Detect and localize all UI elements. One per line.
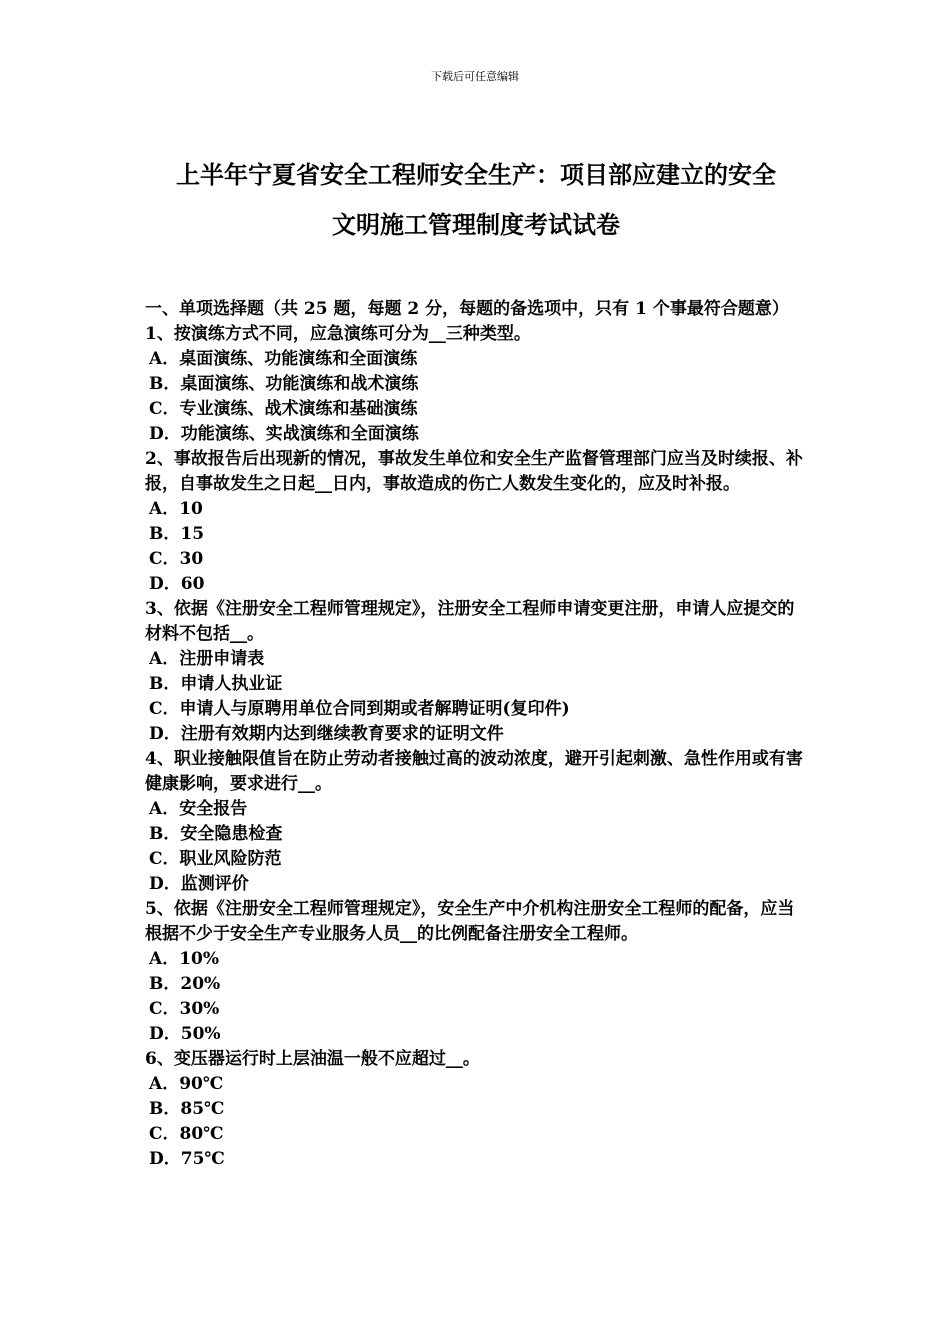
question-option: D．50% <box>149 1024 221 1044</box>
question-option: D．60 <box>149 574 205 594</box>
question-option: A．90℃ <box>149 1074 224 1094</box>
section-heading: 一、单项选择题（共 25 题，每题 2 分，每题的备选项中，只有 1 个事最符合题意） <box>145 299 789 319</box>
question-option: B．申请人执业证 <box>149 674 283 694</box>
question-option: B．85℃ <box>149 1099 225 1119</box>
question-option: B．桌面演练、功能演练和战术演练 <box>149 374 419 394</box>
question-option: B．安全隐患检查 <box>149 824 283 844</box>
question-stem: 6、变压器运行时上层油温一般不应超过__。 <box>145 1049 480 1069</box>
question-option: A．10% <box>149 949 220 969</box>
question-option: A．安全报告 <box>149 799 248 819</box>
title-line-1: 上半年宁夏省安全工程师安全生产：项目部应建立的安全 <box>176 160 776 189</box>
question-option: C．职业风险防范 <box>149 849 282 869</box>
question-option: C．专业演练、战术演练和基础演练 <box>149 399 418 419</box>
question-stem: 4、职业接触限值旨在防止劳动者接触过高的波动浓度，避开引起刺激、急性作用或有害健康影响，要求进行__。 <box>145 749 803 794</box>
question-stem: 3、依据《注册安全工程师管理规定》，注册安全工程师申请变更注册，申请人应提交的材料不包括__。 <box>145 599 795 644</box>
question-option: D．监测评价 <box>149 874 249 894</box>
question-option: D．注册有效期内达到继续教育要求的证明文件 <box>149 724 504 744</box>
question-option: C．申请人与原聘用单位合同到期或者解聘证明(复印件) <box>149 699 570 719</box>
question-option: D．功能演练、实战演练和全面演练 <box>149 424 419 444</box>
question-option: D．75℃ <box>149 1149 225 1169</box>
document-title <box>145 150 807 250</box>
title-line-2: 文明施工管理制度考试试卷 <box>332 210 620 239</box>
question-option: C．80℃ <box>149 1124 224 1144</box>
question-option: A．注册申请表 <box>149 649 265 669</box>
page-header: 下载后可任意编辑 <box>431 70 519 83</box>
question-option: A．10 <box>149 499 203 519</box>
question-stem: 2、事故报告后出现新的情况，事故发生单位和安全生产监督管理部门应当及时续报、补报，自事故发生之日起__日内，事故造成的伤亡人数发生变化的，应及时补报。 <box>145 449 803 494</box>
question-stem: 5、依据《注册安全工程师管理规定》，安全生产中介机构注册安全工程师的配备，应当根据不少于安全生产专业服务人员__的比例配备注册安全工程师。 <box>145 899 795 944</box>
question-list <box>145 297 807 1172</box>
question-option: B．15 <box>149 524 205 544</box>
question-option: A．桌面演练、功能演练和全面演练 <box>149 349 418 369</box>
question-option: C．30% <box>149 999 220 1019</box>
question-stem: 1、按演练方式不同，应急演练可分为__三种类型。 <box>145 324 531 344</box>
question-option: C．30 <box>149 549 204 569</box>
question-option: B．20% <box>149 974 221 994</box>
